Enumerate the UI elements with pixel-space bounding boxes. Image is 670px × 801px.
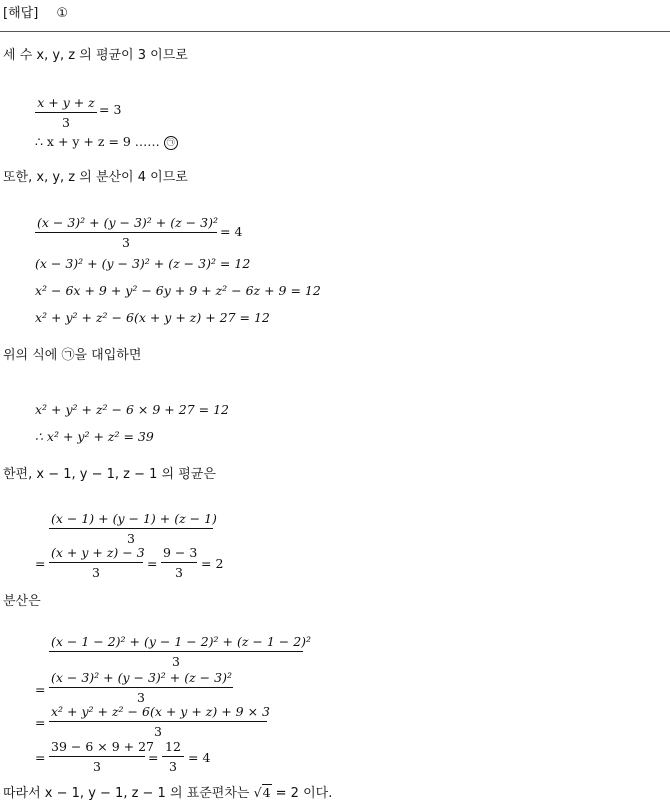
answer-header: [3, 2, 68, 21]
mean-equals: =: [35, 556, 46, 571]
circled-marker: ㉠: [164, 136, 178, 150]
eq-line-4: (x − 3)² + (y − 3)² + (z − 3)² = 12: [35, 256, 251, 271]
eq-line-8: ∴ x² + y² + z² = 39: [35, 429, 154, 444]
variance-fraction-3: [49, 704, 270, 739]
variance-f4-denominator: 3: [93, 759, 101, 774]
mean-equals-2: =: [147, 556, 158, 571]
eq-mean-fraction: [35, 95, 97, 130]
variance-f5-numerator: 12: [162, 739, 184, 757]
variance-equals-2: =: [35, 715, 46, 730]
mean-f2-numerator: (x + y + z) − 3: [49, 545, 143, 563]
paragraph-new-variance: 분산은: [3, 594, 41, 609]
eq-mean-rhs: = 3: [99, 102, 122, 117]
variance-fraction-2: [49, 670, 233, 705]
paragraph-mean: 세 수 x, y, z 의 평균이 3 이므로: [3, 48, 188, 63]
variance-fraction-1: [49, 634, 312, 669]
paragraph-new-mean: 한편, x − 1, y − 1, z − 1 의 평균은: [3, 467, 216, 482]
eq-line-6: x² + y² + z² − 6(x + y + z) + 27 = 12: [35, 310, 270, 325]
eq-sum-line: [35, 134, 178, 150]
eq-variance-numerator: (x − 3)² + (y − 3)² + (z − 3)²: [35, 215, 217, 233]
eq-sum: ∴ x + y + z = 9 ……: [35, 134, 160, 149]
variance-f2-denominator: 3: [137, 690, 145, 705]
variance-f1-denominator: 3: [172, 654, 180, 669]
variance-f3-numerator: x² + y² + z² − 6(x + y + z) + 9 × 3: [49, 704, 267, 722]
mean-result: = 2: [201, 556, 224, 571]
variance-f3-denominator: 3: [154, 724, 162, 739]
paragraph-conclusion: [3, 782, 332, 801]
eq-mean-denominator: 3: [62, 115, 70, 130]
paragraph-variance: 또한, x, y, z 의 분산이 4 이므로: [3, 170, 188, 185]
sqrt-radicand: 4: [262, 785, 271, 800]
variance-f2-numerator: (x − 3)² + (y − 3)² + (z − 3)²: [49, 670, 233, 688]
answer-choice: ①: [56, 6, 69, 21]
variance-fraction-5: [162, 739, 184, 774]
eq-line-5: x² − 6x + 9 + y² − 6y + 9 + z² − 6z + 9 = 12: [35, 283, 321, 298]
variance-f4-numerator: 39 − 6 × 9 + 27: [49, 739, 145, 757]
mean-fraction-1: [49, 511, 217, 546]
variance-f1-numerator: (x − 1 − 2)² + (y − 1 − 2)² + (z − 1 − 2)²: [49, 634, 303, 652]
variance-equals-4: =: [148, 750, 159, 765]
mean-f3-numerator: 9 − 3: [161, 545, 197, 563]
mean-fraction-3: [161, 545, 197, 580]
eq-line-7: x² + y² + z² − 6 × 9 + 27 = 12: [35, 402, 229, 417]
mean-f1-denominator: 3: [127, 531, 135, 546]
variance-equals-1: =: [35, 682, 46, 697]
answer-label: [해답]: [3, 6, 39, 21]
mean-f2-denominator: 3: [92, 565, 100, 580]
mean-f1-numerator: (x − 1) + (y − 1) + (z − 1): [49, 511, 213, 529]
mean-f3-denominator: 3: [175, 565, 183, 580]
variance-equals-3: =: [35, 750, 46, 765]
eq-variance-rhs: = 4: [220, 224, 243, 239]
conclusion-text: 따라서 x − 1, y − 1, z − 1 의 표준편차는: [3, 786, 250, 801]
eq-variance-fraction: [35, 215, 217, 250]
paragraph-substitute: 위의 식에 ㉠을 대입하면: [3, 348, 142, 363]
eq-mean-numerator: x + y + z: [35, 95, 97, 113]
conclusion-tail: = 2 이다.: [275, 786, 333, 801]
mean-fraction-2: [49, 545, 143, 580]
variance-fraction-4: [49, 739, 154, 774]
variance-result: = 4: [188, 750, 211, 765]
variance-f5-denominator: 3: [169, 759, 177, 774]
header-divider: [0, 31, 670, 32]
sqrt-sign: √: [253, 785, 262, 800]
eq-variance-denominator: 3: [122, 235, 130, 250]
